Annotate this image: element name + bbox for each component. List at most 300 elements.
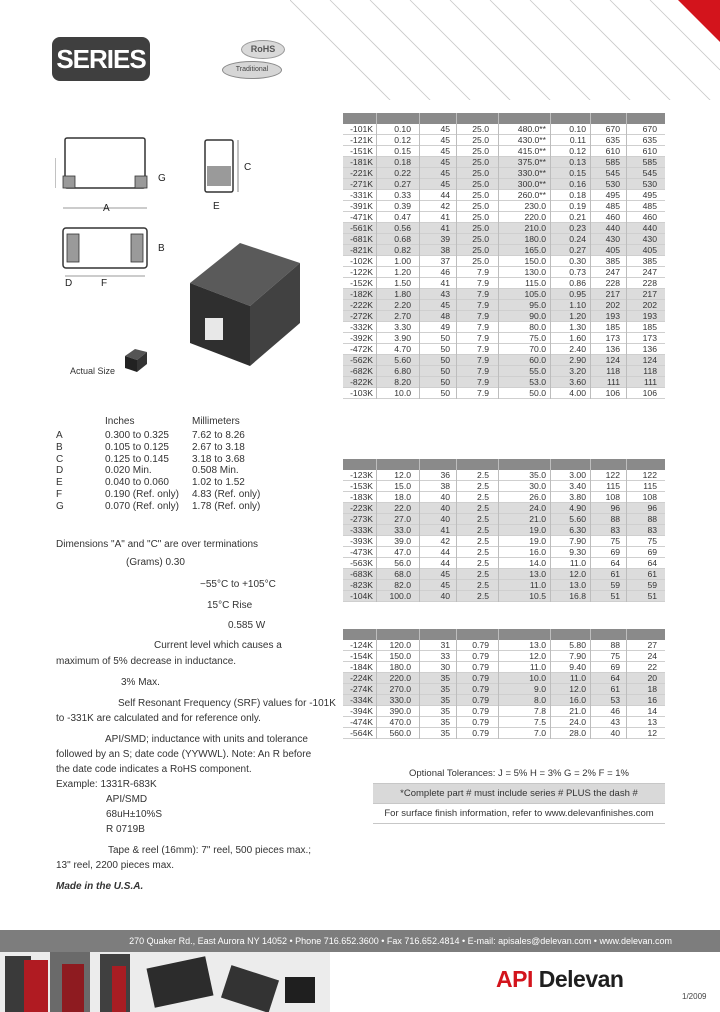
- cell-srf: 11.0: [529, 580, 546, 590]
- column-divider: [376, 113, 377, 399]
- cell-test-freq: 7.9: [477, 333, 489, 343]
- example-marking-3: R 0719B: [106, 824, 145, 835]
- cell-part-number: -471K: [350, 212, 373, 222]
- cell-q-min: 44: [440, 558, 450, 568]
- cell-srf: 13.0: [529, 569, 546, 579]
- component-diagrams: [55, 128, 320, 388]
- table-row: [343, 591, 665, 602]
- cell-part-number: -682K: [350, 366, 373, 376]
- cell-part-number: -823K: [350, 580, 373, 590]
- cell-test-freq: 0.79: [472, 684, 489, 694]
- cell-dcr: 4.00: [569, 388, 586, 398]
- cell-current-rating: 202: [605, 300, 620, 310]
- cell-part-number: -154K: [350, 651, 373, 661]
- dim-letter: A: [56, 430, 63, 441]
- cell-current-rating: 88: [610, 514, 620, 524]
- cell-part-number: -563K: [350, 558, 373, 568]
- cell-dcr: 0.95: [569, 289, 586, 299]
- cell-srf: 220.0: [524, 212, 546, 222]
- cell-part-number: -472K: [350, 344, 373, 354]
- cell-current-rating: 46: [610, 706, 620, 716]
- mm-header: Millimeters: [192, 416, 240, 427]
- parts-table-group-1: [343, 113, 665, 399]
- cell-current-rating: 88: [610, 640, 620, 650]
- cell-inductance: 4.70: [394, 344, 411, 354]
- cell-part-number: -122K: [350, 267, 373, 277]
- dim-mm: 7.62 to 8.26: [192, 430, 245, 441]
- cell-current-rating-2: 27: [647, 640, 657, 650]
- cell-srf: 130.0: [524, 267, 546, 277]
- cell-test-freq: 25.0: [472, 212, 489, 222]
- cell-inductance: 22.0: [394, 503, 411, 513]
- cell-current-rating-2: 51: [647, 591, 657, 601]
- cell-current-rating-2: 88: [647, 514, 657, 524]
- cell-dcr: 0.11: [569, 135, 586, 145]
- table-header-bar: [343, 629, 665, 640]
- cell-q-min: 50: [440, 377, 450, 387]
- column-divider: [626, 629, 627, 739]
- cell-part-number: -822K: [350, 377, 373, 387]
- table-row: [343, 514, 665, 525]
- optional-tolerances: Optional Tolerances: J = 5% H = 3% G = 2% F = 1%: [373, 764, 665, 784]
- table-header-bar: [343, 459, 665, 470]
- made-in-usa: Made in the U.S.A.: [56, 881, 144, 892]
- cell-current-rating: 485: [605, 201, 620, 211]
- table-row: [343, 728, 665, 739]
- table-row: [343, 662, 665, 673]
- column-divider: [419, 459, 420, 602]
- cell-inductance: 10.0: [394, 388, 411, 398]
- cell-dcr: 28.0: [569, 728, 586, 738]
- cell-part-number: -333K: [350, 525, 373, 535]
- cell-q-min: 38: [440, 481, 450, 491]
- cell-current-rating-2: 440: [642, 223, 657, 233]
- cell-srf: 115.0: [525, 278, 546, 288]
- cell-dcr: 1.10: [569, 300, 586, 310]
- cell-part-number: -181K: [350, 157, 373, 167]
- table-row: [343, 684, 665, 695]
- cell-inductance: 56.0: [394, 558, 411, 568]
- cell-dcr: 9.30: [569, 547, 586, 557]
- parts-table-group-3: [343, 629, 665, 739]
- packaging-line2: 13" reel, 2200 pieces max.: [56, 860, 175, 871]
- decorative-diagonal-lines: [290, 0, 720, 100]
- footer-contact-bar: 270 Quaker Rd., East Aurora NY 14052 • Phone 716.652.3600 • Fax 716.652.4814 • E-mail: apisales@delevan.com • www.delevan.com: [0, 930, 720, 952]
- cell-current-rating: 405: [605, 245, 620, 255]
- cell-part-number: -182K: [350, 289, 373, 299]
- cell-q-min: 41: [440, 278, 450, 288]
- cell-current-rating-2: 16: [647, 695, 657, 705]
- cell-test-freq: 25.0: [472, 234, 489, 244]
- cell-dcr: 1.60: [569, 333, 586, 343]
- cell-part-number: -394K: [350, 706, 373, 716]
- cell-q-min: 45: [440, 168, 450, 178]
- complete-part-note: *Complete part # must include series # PLUS the dash #: [373, 784, 665, 804]
- cell-q-min: 40: [440, 492, 450, 502]
- cell-test-freq: 0.79: [472, 673, 489, 683]
- cell-current-rating-2: 83: [647, 525, 657, 535]
- cell-part-number: -334K: [350, 695, 373, 705]
- table-row: [343, 355, 665, 366]
- cell-inductance: 47.0: [394, 547, 411, 557]
- cell-dcr: 12.0: [569, 684, 586, 694]
- table-row: [343, 124, 665, 135]
- cell-current-rating-2: 69: [647, 547, 657, 557]
- cell-test-freq: 0.79: [472, 717, 489, 727]
- cell-current-rating-2: 217: [642, 289, 657, 299]
- cell-inductance: 0.82: [394, 245, 411, 255]
- dim-mm: 4.83 (Ref. only): [192, 488, 261, 500]
- cell-test-freq: 2.5: [477, 580, 489, 590]
- table-row: [343, 470, 665, 481]
- cell-srf: 7.0: [534, 728, 546, 738]
- cell-current-rating: 124: [605, 355, 620, 365]
- column-divider: [550, 459, 551, 602]
- cell-current-rating-2: 635: [642, 135, 657, 145]
- table-row: [343, 388, 665, 399]
- column-divider: [376, 459, 377, 602]
- cell-srf: 14.0: [529, 558, 546, 568]
- cell-q-min: 48: [440, 311, 450, 321]
- dim-mm: 1.78 (Ref. only): [192, 500, 261, 512]
- label-f: F: [101, 278, 108, 289]
- cell-inductance: 1.80: [394, 289, 411, 299]
- dim-inches: 0.125 to 0.145: [105, 453, 169, 465]
- table-row: [343, 492, 665, 503]
- cell-current-rating: 122: [605, 470, 620, 480]
- cell-part-number: -183K: [350, 492, 373, 502]
- cell-current-rating-2: 670: [642, 124, 657, 134]
- cell-current-rating-2: 545: [642, 168, 657, 178]
- cell-dcr: 0.21: [569, 212, 586, 222]
- column-divider: [419, 629, 420, 739]
- dim-mm: 3.18 to 3.68: [192, 453, 245, 465]
- table-row: [343, 245, 665, 256]
- cell-inductance: 330.0: [389, 695, 411, 705]
- dim-inches: 0.190 (Ref. only): [105, 488, 179, 500]
- cell-inductance: 3.30: [394, 322, 411, 332]
- cell-current-rating: 40: [610, 728, 620, 738]
- cell-srf: 150.0: [524, 256, 546, 266]
- component-3d-image: [190, 243, 300, 366]
- cell-inductance: 1.00: [394, 256, 411, 266]
- column-divider: [456, 459, 457, 602]
- cell-dcr: 0.15: [569, 168, 586, 178]
- cell-current-rating-2: 485: [642, 201, 657, 211]
- cell-part-number: -562K: [350, 355, 373, 365]
- weight-spec: (Grams) 0.30: [126, 557, 185, 568]
- dim-letter: D: [56, 465, 64, 477]
- cell-q-min: 50: [440, 333, 450, 343]
- cell-dcr: 0.30: [569, 256, 586, 266]
- dim-mm: 1.02 to 1.52: [192, 477, 245, 489]
- cell-current-rating-2: 228: [642, 278, 657, 288]
- cell-q-min: 35: [440, 717, 450, 727]
- cell-srf: 10.0: [529, 673, 546, 683]
- cell-test-freq: 7.9: [477, 300, 489, 310]
- cell-current-rating: 585: [605, 157, 620, 167]
- table-row: [343, 300, 665, 311]
- dim-inches: 0.070 (Ref. only): [105, 500, 179, 512]
- cell-current-rating: 83: [610, 525, 620, 535]
- cell-dcr: 0.13: [569, 157, 586, 167]
- cell-test-freq: 25.0: [472, 190, 489, 200]
- cell-dcr: 2.90: [569, 355, 586, 365]
- cell-srf: 30.0: [529, 481, 546, 491]
- cell-current-rating-2: 385: [642, 256, 657, 266]
- cell-srf: 19.0: [529, 536, 546, 546]
- example-marking-2: 68uH±10%S: [106, 809, 163, 820]
- cell-current-rating: 385: [605, 256, 620, 266]
- table-row: [343, 322, 665, 333]
- cell-q-min: 45: [440, 146, 450, 156]
- cell-srf: 9.0: [534, 684, 546, 694]
- cell-current-rating-2: 24: [647, 651, 657, 661]
- table-row: [343, 201, 665, 212]
- cell-part-number: -153K: [350, 481, 373, 491]
- cell-dcr: 0.86: [569, 278, 586, 288]
- cell-inductance: 1.50: [394, 278, 411, 288]
- cell-test-freq: 0.79: [472, 695, 489, 705]
- cell-current-rating: 530: [605, 179, 620, 189]
- cell-test-freq: 2.5: [477, 492, 489, 502]
- cell-test-freq: 2.5: [477, 470, 489, 480]
- label-b: B: [158, 243, 165, 254]
- cell-q-min: 35: [440, 673, 450, 683]
- cell-inductance: 0.33: [394, 190, 411, 200]
- cell-dcr: 6.30: [569, 525, 586, 535]
- cell-dcr: 16.8: [569, 591, 586, 601]
- cell-dcr: 9.40: [569, 662, 586, 672]
- cell-current-rating-2: 14: [647, 706, 657, 716]
- cell-inductance: 0.39: [394, 201, 411, 211]
- cell-test-freq: 25.0: [472, 157, 489, 167]
- cell-current-rating: 670: [605, 124, 620, 134]
- cell-dcr: 0.16: [569, 179, 586, 189]
- cell-current-rating: 69: [610, 662, 620, 672]
- cell-test-freq: 0.79: [472, 651, 489, 661]
- cell-test-freq: 2.5: [477, 514, 489, 524]
- cell-current-rating-2: 185: [642, 322, 657, 332]
- table-row: [343, 344, 665, 355]
- cell-dcr: 3.20: [569, 366, 586, 376]
- cell-current-rating: 61: [610, 684, 620, 694]
- cell-current-rating: 115: [606, 481, 620, 491]
- cell-q-min: 35: [440, 695, 450, 705]
- brand-api: API: [496, 966, 533, 992]
- cell-q-min: 45: [440, 124, 450, 134]
- cell-test-freq: 7.9: [477, 311, 489, 321]
- table-row: [343, 481, 665, 492]
- table-row: [343, 146, 665, 157]
- table-row: [343, 366, 665, 377]
- cell-part-number: -121K: [350, 135, 373, 145]
- column-divider: [456, 113, 457, 399]
- cell-current-rating: 440: [605, 223, 620, 233]
- cell-current-rating-2: 202: [642, 300, 657, 310]
- cell-srf: 105.0: [524, 289, 546, 299]
- table-row: [343, 503, 665, 514]
- cell-inductance: 0.12: [394, 135, 411, 145]
- cell-current-rating-2: 108: [642, 492, 657, 502]
- dim-letter: B: [56, 441, 63, 453]
- cell-current-rating: 495: [605, 190, 620, 200]
- cell-inductance: 0.18: [394, 157, 411, 167]
- cell-q-min: 50: [440, 355, 450, 365]
- revision-date: 1/2009: [682, 992, 707, 1001]
- cell-test-freq: 2.5: [477, 569, 489, 579]
- cell-srf: 180.0: [524, 234, 546, 244]
- dim-letter: F: [56, 488, 63, 500]
- cell-test-freq: 25.0: [472, 201, 489, 211]
- cell-test-freq: 25.0: [472, 135, 489, 145]
- cell-test-freq: 25.0: [472, 168, 489, 178]
- cell-current-rating-2: 495: [642, 190, 657, 200]
- cell-q-min: 37: [440, 256, 450, 266]
- marking-line2: followed by an S; date code (YYWWL). Note: An R before: [56, 749, 312, 760]
- cell-dcr: 7.90: [569, 651, 586, 661]
- cell-test-freq: 7.9: [477, 377, 489, 387]
- cell-dcr: 0.19: [569, 201, 586, 211]
- cell-srf: 7.5: [534, 717, 546, 727]
- cell-dcr: 13.0: [569, 580, 586, 590]
- cell-current-rating-2: 460: [642, 212, 657, 222]
- cell-dcr: 1.30: [569, 322, 586, 332]
- cell-q-min: 46: [440, 267, 450, 277]
- cell-inductance: 12.0: [394, 470, 411, 480]
- cell-inductance: 0.10: [394, 124, 411, 134]
- cell-current-rating: 228: [605, 278, 620, 288]
- cell-test-freq: 7.9: [477, 344, 489, 354]
- cell-dcr: 2.40: [569, 344, 586, 354]
- table-row: [343, 580, 665, 591]
- cell-inductance: 0.47: [394, 212, 411, 222]
- end-view-drawing: [205, 140, 238, 192]
- cell-current-rating: 51: [610, 591, 620, 601]
- cell-q-min: 35: [440, 684, 450, 694]
- cell-dcr: 11.0: [569, 673, 586, 683]
- cell-srf: 10.5: [529, 591, 546, 601]
- cell-current-rating: 96: [610, 503, 620, 513]
- srf-note-line2: to -331K are calculated and for reference only.: [56, 713, 261, 724]
- cell-part-number: -152K: [350, 278, 373, 288]
- bottom-view-drawing: [63, 228, 147, 276]
- cell-srf: 26.0: [529, 492, 546, 502]
- dim-inches: 0.300 to 0.325: [105, 430, 169, 441]
- cell-test-freq: 2.5: [477, 591, 489, 601]
- table-row: [343, 234, 665, 245]
- cell-current-rating: 53: [610, 695, 620, 705]
- cell-current-rating: 185: [605, 322, 620, 332]
- cell-part-number: -104K: [350, 591, 373, 601]
- table-row: [343, 267, 665, 278]
- table-row: [343, 333, 665, 344]
- cell-q-min: 40: [440, 514, 450, 524]
- cell-test-freq: 25.0: [472, 124, 489, 134]
- cell-srf: 230.0: [524, 201, 546, 211]
- cell-inductance: 27.0: [394, 514, 411, 524]
- cell-part-number: -103K: [350, 388, 373, 398]
- cell-part-number: -151K: [350, 146, 373, 156]
- cell-test-freq: 25.0: [472, 245, 489, 255]
- cell-current-rating: 111: [606, 377, 620, 387]
- cell-current-rating: 106: [605, 388, 620, 398]
- cell-srf: 70.0: [529, 344, 546, 354]
- cell-current-rating-2: 118: [643, 366, 657, 376]
- column-divider: [590, 629, 591, 739]
- cell-test-freq: 7.9: [477, 267, 489, 277]
- cell-current-rating-2: 22: [647, 662, 657, 672]
- actual-size-chip: [125, 349, 147, 372]
- cell-part-number: -391K: [350, 201, 373, 211]
- cell-q-min: 50: [440, 388, 450, 398]
- cell-part-number: -393K: [350, 536, 373, 546]
- table-row: [343, 278, 665, 289]
- cell-test-freq: 25.0: [472, 146, 489, 156]
- cell-q-min: 41: [440, 212, 450, 222]
- cell-part-number: -223K: [350, 503, 373, 513]
- cell-inductance: 470.0: [389, 717, 411, 727]
- srf-note-line1: Self Resonant Frequency (SRF) values for -101K: [118, 698, 336, 709]
- current-note-line2: maximum of 5% decrease in inductance.: [56, 656, 237, 667]
- table-row: [343, 168, 665, 179]
- cell-test-freq: 25.0: [472, 256, 489, 266]
- cell-current-rating: 59: [610, 580, 620, 590]
- cell-srf: 375.0**: [517, 157, 546, 167]
- cell-q-min: 42: [440, 536, 450, 546]
- cell-current-rating-2: 530: [642, 179, 657, 189]
- column-divider: [498, 113, 499, 399]
- cell-current-rating: 193: [605, 311, 620, 321]
- column-divider: [626, 459, 627, 602]
- temp-rise-spec: 15°C Rise: [207, 600, 253, 611]
- cell-part-number: -124K: [350, 640, 373, 650]
- table-row: [343, 311, 665, 322]
- cell-inductance: 0.56: [394, 223, 411, 233]
- tolerance-box: [373, 764, 665, 824]
- cell-part-number: -272K: [350, 311, 373, 321]
- cell-dcr: 7.90: [569, 536, 586, 546]
- surface-finish-note: For surface finish information, refer to www.delevanfinishes.com: [373, 804, 665, 824]
- side-view-drawing: [55, 138, 147, 208]
- cell-srf: 24.0: [529, 503, 546, 513]
- cell-part-number: -392K: [350, 333, 373, 343]
- cell-current-rating: 64: [610, 673, 620, 683]
- label-d: D: [65, 278, 73, 289]
- cell-current-rating: 108: [605, 492, 620, 502]
- parts-table-group-2: [343, 459, 665, 602]
- cell-test-freq: 7.9: [477, 289, 489, 299]
- table-row: [343, 547, 665, 558]
- cell-inductance: 8.20: [394, 377, 411, 387]
- table-row: [343, 706, 665, 717]
- cell-current-rating-2: 247: [642, 267, 657, 277]
- cell-inductance: 390.0: [389, 706, 411, 716]
- cell-srf: 415.0**: [517, 146, 546, 156]
- red-corner-accent: [678, 0, 720, 42]
- traditional-logo: Traditional: [222, 61, 282, 79]
- marking-line3: the date code indicates a RoHS component.: [56, 764, 252, 775]
- cell-part-number: -821K: [350, 245, 373, 255]
- actual-size-label: Actual Size: [70, 366, 116, 376]
- brand-delevan: Delevan: [532, 966, 624, 992]
- cell-current-rating-2: 610: [642, 146, 657, 156]
- cell-q-min: 31: [440, 640, 450, 650]
- column-divider: [590, 113, 591, 399]
- cell-dcr: 0.24: [569, 234, 586, 244]
- cell-current-rating-2: 115: [643, 481, 657, 491]
- cell-inductance: 0.27: [394, 179, 411, 189]
